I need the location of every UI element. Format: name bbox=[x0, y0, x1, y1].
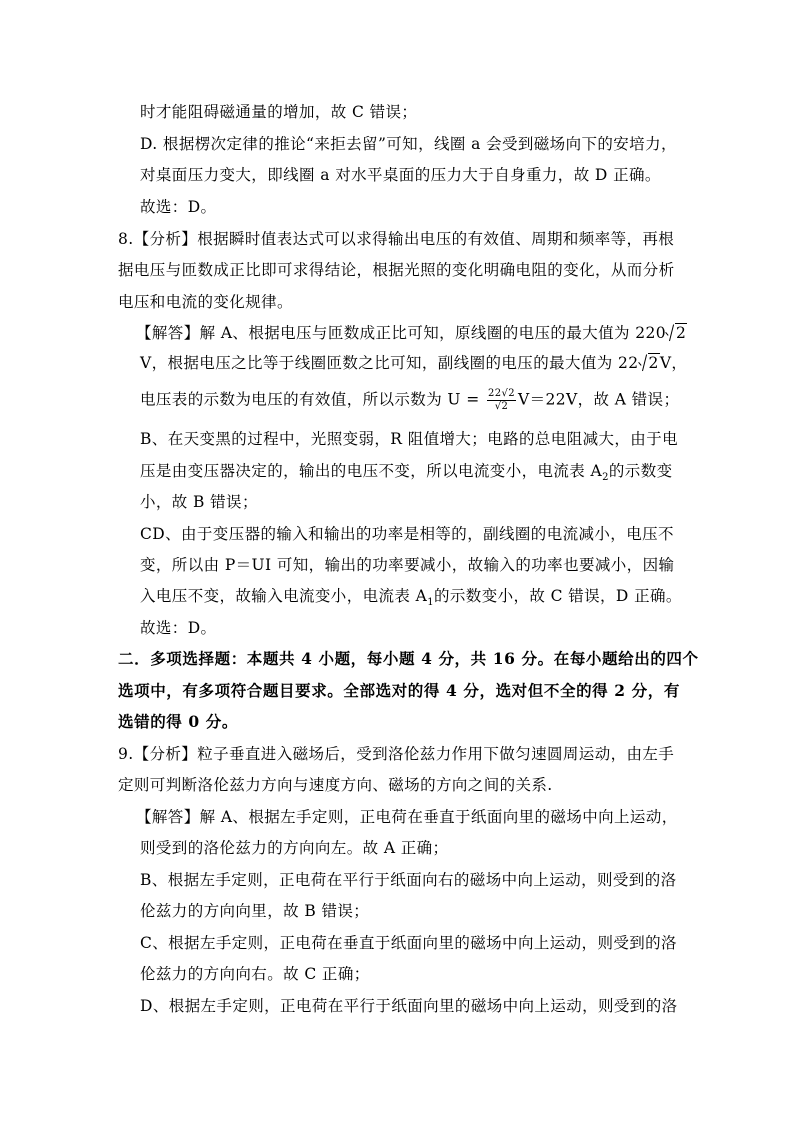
section-heading: 选项中，有多项符合题目要求。全部选对的得 4 分，选对但不全的得 2 分，有 bbox=[118, 681, 680, 700]
section-heading: 选错的得 0 分。 bbox=[118, 712, 238, 731]
text-segment: 电压表的示数为电压的有效值，所以示数为 U = bbox=[140, 390, 485, 409]
radicand: 2 bbox=[648, 354, 659, 372]
text-line: 变，所以由 P＝UI 可知，输出的功率要减小，故输入的功率也要减小，因输 bbox=[140, 556, 675, 574]
text-line: 故选：D。 bbox=[140, 619, 217, 637]
text-segment: V，根据电压之比等于线圈匝数之比可知，副线圈的电压的最大值为 22 bbox=[140, 354, 639, 372]
text-line: B、根据左手定则，正电荷在平行于纸面向右的磁场中向上运动，则受到的洛 bbox=[140, 871, 677, 889]
sqrt-symbol bbox=[639, 352, 660, 374]
question-9-analysis: 9.【分析】粒子垂直进入磁场后，受到洛伦兹力作用下做匀速圆周运动，由左手 bbox=[118, 745, 675, 763]
text-segment: 压是由变压器决定的，输出的电压不变，所以电流变小，电流表 A bbox=[140, 462, 603, 480]
text-line: 时才能阻碍磁通量的增加，故 C 错误； bbox=[140, 103, 418, 121]
radicand: 2 bbox=[676, 324, 687, 342]
text-line: 则受到的洛伦兹力的方向向左。故 A 正确； bbox=[140, 839, 449, 857]
text-line: CD、由于变压器的输入和输出的功率是相等的，副线圈的电流减小，电压不 bbox=[140, 525, 674, 543]
text-line bbox=[140, 460, 673, 489]
text-segment: 【解答】解 A、根据电压与匝数成正比可知，原线圈的电压的最大值为 220 bbox=[136, 324, 667, 342]
text-line bbox=[140, 585, 682, 614]
subscript: 1 bbox=[427, 597, 434, 609]
text-line: 小，故 B 错误； bbox=[140, 493, 258, 511]
text-line bbox=[140, 352, 687, 374]
fraction-denominator: √2 bbox=[494, 401, 509, 412]
text-line: D、根据左手定则，正电荷在平行于纸面向里的磁场中向上运动，则受到的洛 bbox=[140, 997, 678, 1015]
text-line: C、根据左手定则，正电荷在垂直于纸面向里的磁场中向上运动，则受到的洛 bbox=[140, 934, 677, 952]
text-line: B、在天变黑的过程中，光照变弱，R 阻值增大；电路的总电阻减大，由于电 bbox=[140, 430, 678, 448]
text-line: 伦兹力的方向向右。故 C 正确； bbox=[140, 965, 370, 983]
text-line: 定则可判断洛伦兹力方向与速度方向、磁场的方向之间的关系. bbox=[118, 776, 553, 794]
text-line: D. 根据楞次定律的推论“来拒去留”可知，线圈 a 会受到磁场向下的安培力， bbox=[140, 135, 677, 153]
sqrt-symbol bbox=[666, 322, 687, 344]
text-line: 据电压与匝数成正比即可求得结论，根据光照的变化明确电阻的变化，从而分析 bbox=[118, 261, 675, 279]
text-line: 故选：D。 bbox=[140, 198, 217, 216]
question-9-answer: 【解答】解 A、根据左手定则，正电荷在垂直于纸面向里的磁场中向上运动， bbox=[136, 808, 678, 826]
text-segment: V， bbox=[659, 354, 688, 372]
question-8-answer bbox=[136, 322, 687, 344]
fraction-numerator: 22√2 bbox=[487, 388, 515, 399]
fraction bbox=[487, 388, 516, 413]
text-segment: V＝22V，故 A 错误； bbox=[518, 390, 680, 409]
text-segment: 的示数变 bbox=[608, 462, 673, 480]
text-line: 对桌面压力变大，即线圈 a 对水平桌面的压力大于自身重力，故 D 正确。 bbox=[140, 166, 661, 184]
text-line: 电压和电流的变化规律。 bbox=[118, 293, 293, 311]
text-segment: 入电压不变，故输入电流变小，电流表 A bbox=[140, 587, 428, 605]
text-line: 伦兹力的方向向里，故 B 错误； bbox=[140, 902, 370, 920]
section-heading: 二．多项选择题：本题共 4 小题，每小题 4 分，共 16 分。在每小题给出的四个 bbox=[118, 649, 699, 668]
subscript: 2 bbox=[602, 472, 609, 484]
question-8-analysis: 8.【分析】根据瞬时值表达式可以求得输出电压的有效值、周期和频率等，再根 bbox=[118, 230, 675, 248]
text-line bbox=[140, 388, 679, 413]
text-segment: 的示数变小，故 C 错误，D 正确。 bbox=[434, 587, 682, 605]
